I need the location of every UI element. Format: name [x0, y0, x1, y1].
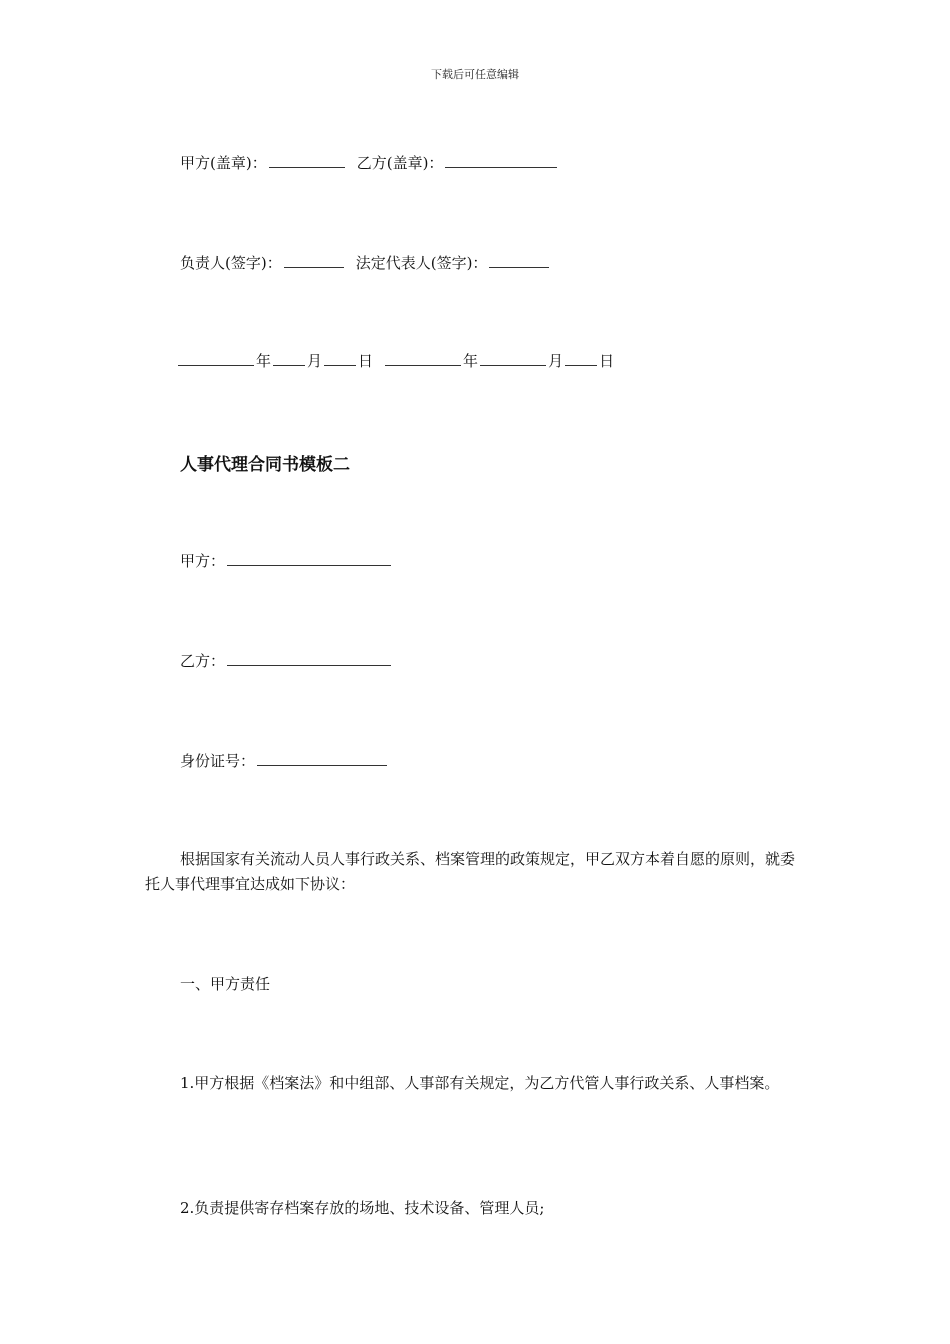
year-blank-a — [178, 351, 254, 366]
date-row — [178, 350, 614, 371]
seal-row — [180, 152, 559, 173]
id-number-label: 身份证号： — [180, 752, 256, 770]
month-blank-a — [273, 351, 305, 366]
year-label-a: 年 — [256, 352, 272, 370]
month-label-b: 月 — [548, 352, 564, 370]
party-a-field — [180, 550, 393, 571]
sign-row — [180, 252, 551, 273]
party-b-blank — [227, 651, 391, 666]
party-b-field — [180, 650, 393, 671]
party-a-label: 甲方： — [180, 552, 226, 570]
party-b-seal-label: 乙方(盖章)： — [356, 154, 444, 172]
month-label-a: 月 — [307, 352, 323, 370]
day-label-a: 日 — [358, 352, 374, 370]
id-number-blank — [257, 751, 387, 766]
year-label-b: 年 — [463, 352, 479, 370]
legal-rep-sign-label: 法定代表人(签字)： — [355, 254, 488, 272]
header-note: 下载后可任意编辑 — [431, 68, 519, 81]
intro-paragraph: 根据国家有关流动人员人事行政关系、档案管理的政策规定，甲乙双方本着自愿的原则，就委托人事代理事宜达成如下协议： — [145, 850, 796, 893]
document-title: 人事代理合同书模板二 — [180, 455, 350, 475]
day-blank-a — [324, 351, 356, 366]
legal-rep-sign-blank — [489, 253, 549, 268]
day-label-b: 日 — [599, 352, 615, 370]
party-b-label: 乙方： — [180, 652, 226, 670]
section1-item1: 1.甲方根据《档案法》和中组部、人事部有关规定，为乙方代管人事行政关系、人事档案。 — [180, 1074, 780, 1092]
responsible-sign-blank — [284, 253, 344, 268]
party-a-blank — [227, 551, 391, 566]
id-number-field — [180, 750, 389, 771]
responsible-sign-label: 负责人(签字)： — [180, 254, 282, 272]
section1-item2: 2.负责提供寄存档案存放的场地、技术设备、管理人员; — [180, 1199, 545, 1217]
day-blank-b — [565, 351, 597, 366]
month-blank-b — [480, 351, 546, 366]
section1-heading: 一、甲方责任 — [180, 975, 271, 993]
party-a-seal-label: 甲方(盖章)： — [180, 154, 267, 172]
year-blank-b — [385, 351, 461, 366]
party-b-seal-blank — [445, 153, 557, 168]
party-a-seal-blank — [269, 153, 345, 168]
